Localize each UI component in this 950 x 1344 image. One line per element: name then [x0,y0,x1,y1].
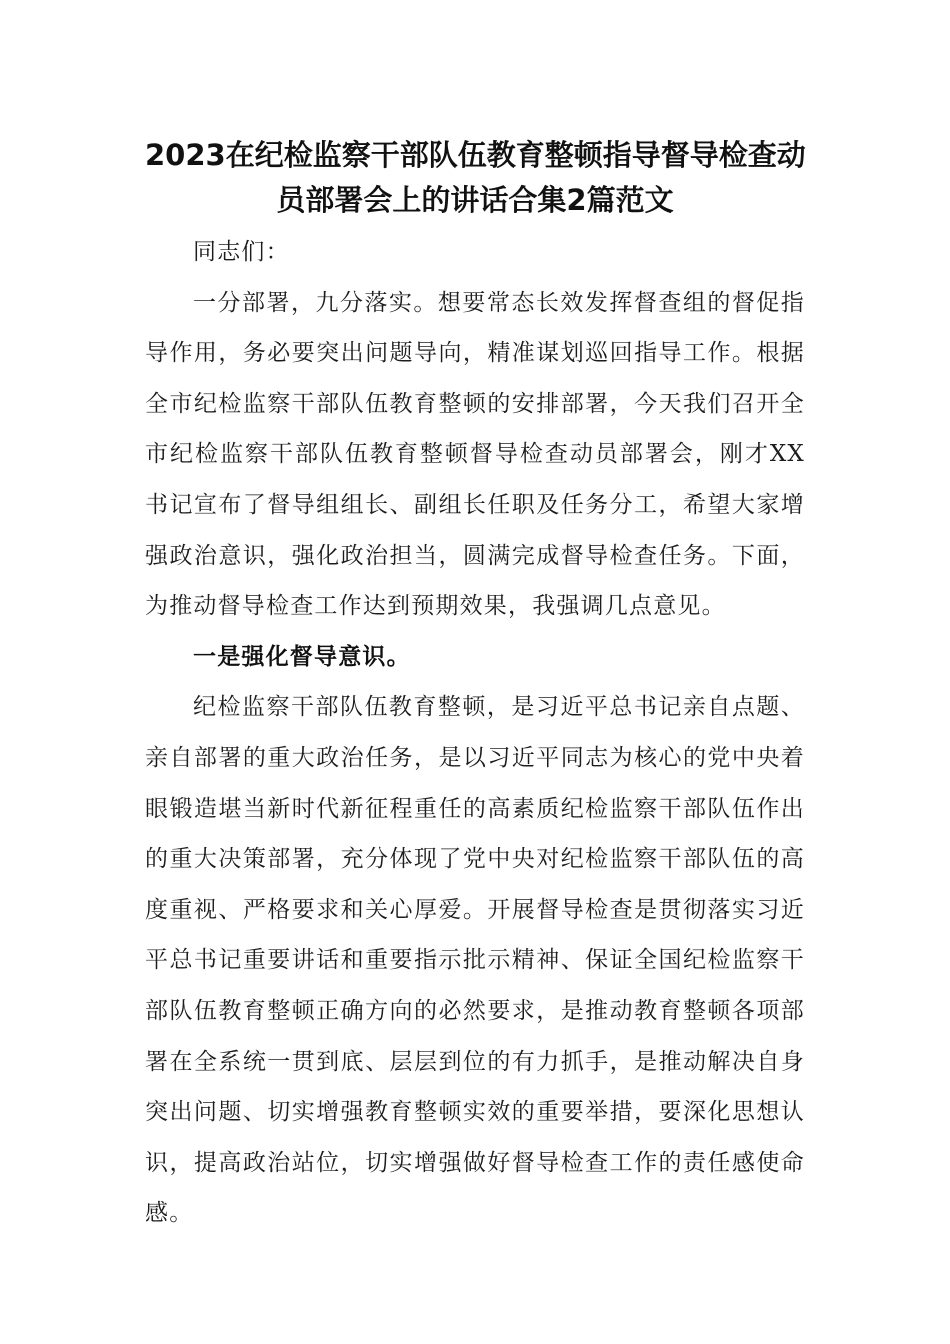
salutation: 同志们： [193,239,290,265]
section-heading: 一是强化督导意识。 [193,643,411,670]
title-line-1: 2023在纪检监察干部队伍教育整顿指导督导检查动 [145,138,806,172]
title-line-2: 员部署会上的讲话合集2篇范文 [276,183,674,217]
paragraph-section-1: 纪检监察干部队伍教育整顿，是习近平总书记亲自点题、亲自部署的重大政治任务，是以习近平同志为核心的党中央着眼锻造堪当新时代新征程重任的高素质纪检监察干部队伍作出的重大决策部署，充分体现了党中央对纪检监察干部队伍的高度重视、严格要求和关心厚爱。开展督导检查是贯彻落实习近平总书记重要讲话和重要指示批示精神、保证全国纪检监察干部队伍教育整顿正确方向的必然要求，是推动教育整顿各项部署在全系统一贯到底、层层到位的有力抓手，是推动解决自身突出问题、切实增强教育整顿实效的重要举措，要深化思想认识，提高政治站位，切实增强做好督导检查工作的责任感使命感。 [145,694,805,1227]
paragraph-intro: 一分部署，九分落实。想要常态长效发挥督查组的督促指导作用，务必要突出问题导向，精准谋划巡回指导工作。根据全市纪检监察干部队伍教育整顿的安排部署，今天我们召开全市纪检监察干部队伍教育整顿督导检查动员部署会，刚才XX书记宣布了督导组组长、副组长任职及任务分工，希望大家增强政治意识，强化政治担当，圆满完成督导检查任务。下面，为推动督导检查工作达到预期效果，我强调几点意见。 [145,289,805,620]
document-title [145,133,805,223]
document-body [145,227,805,1239]
